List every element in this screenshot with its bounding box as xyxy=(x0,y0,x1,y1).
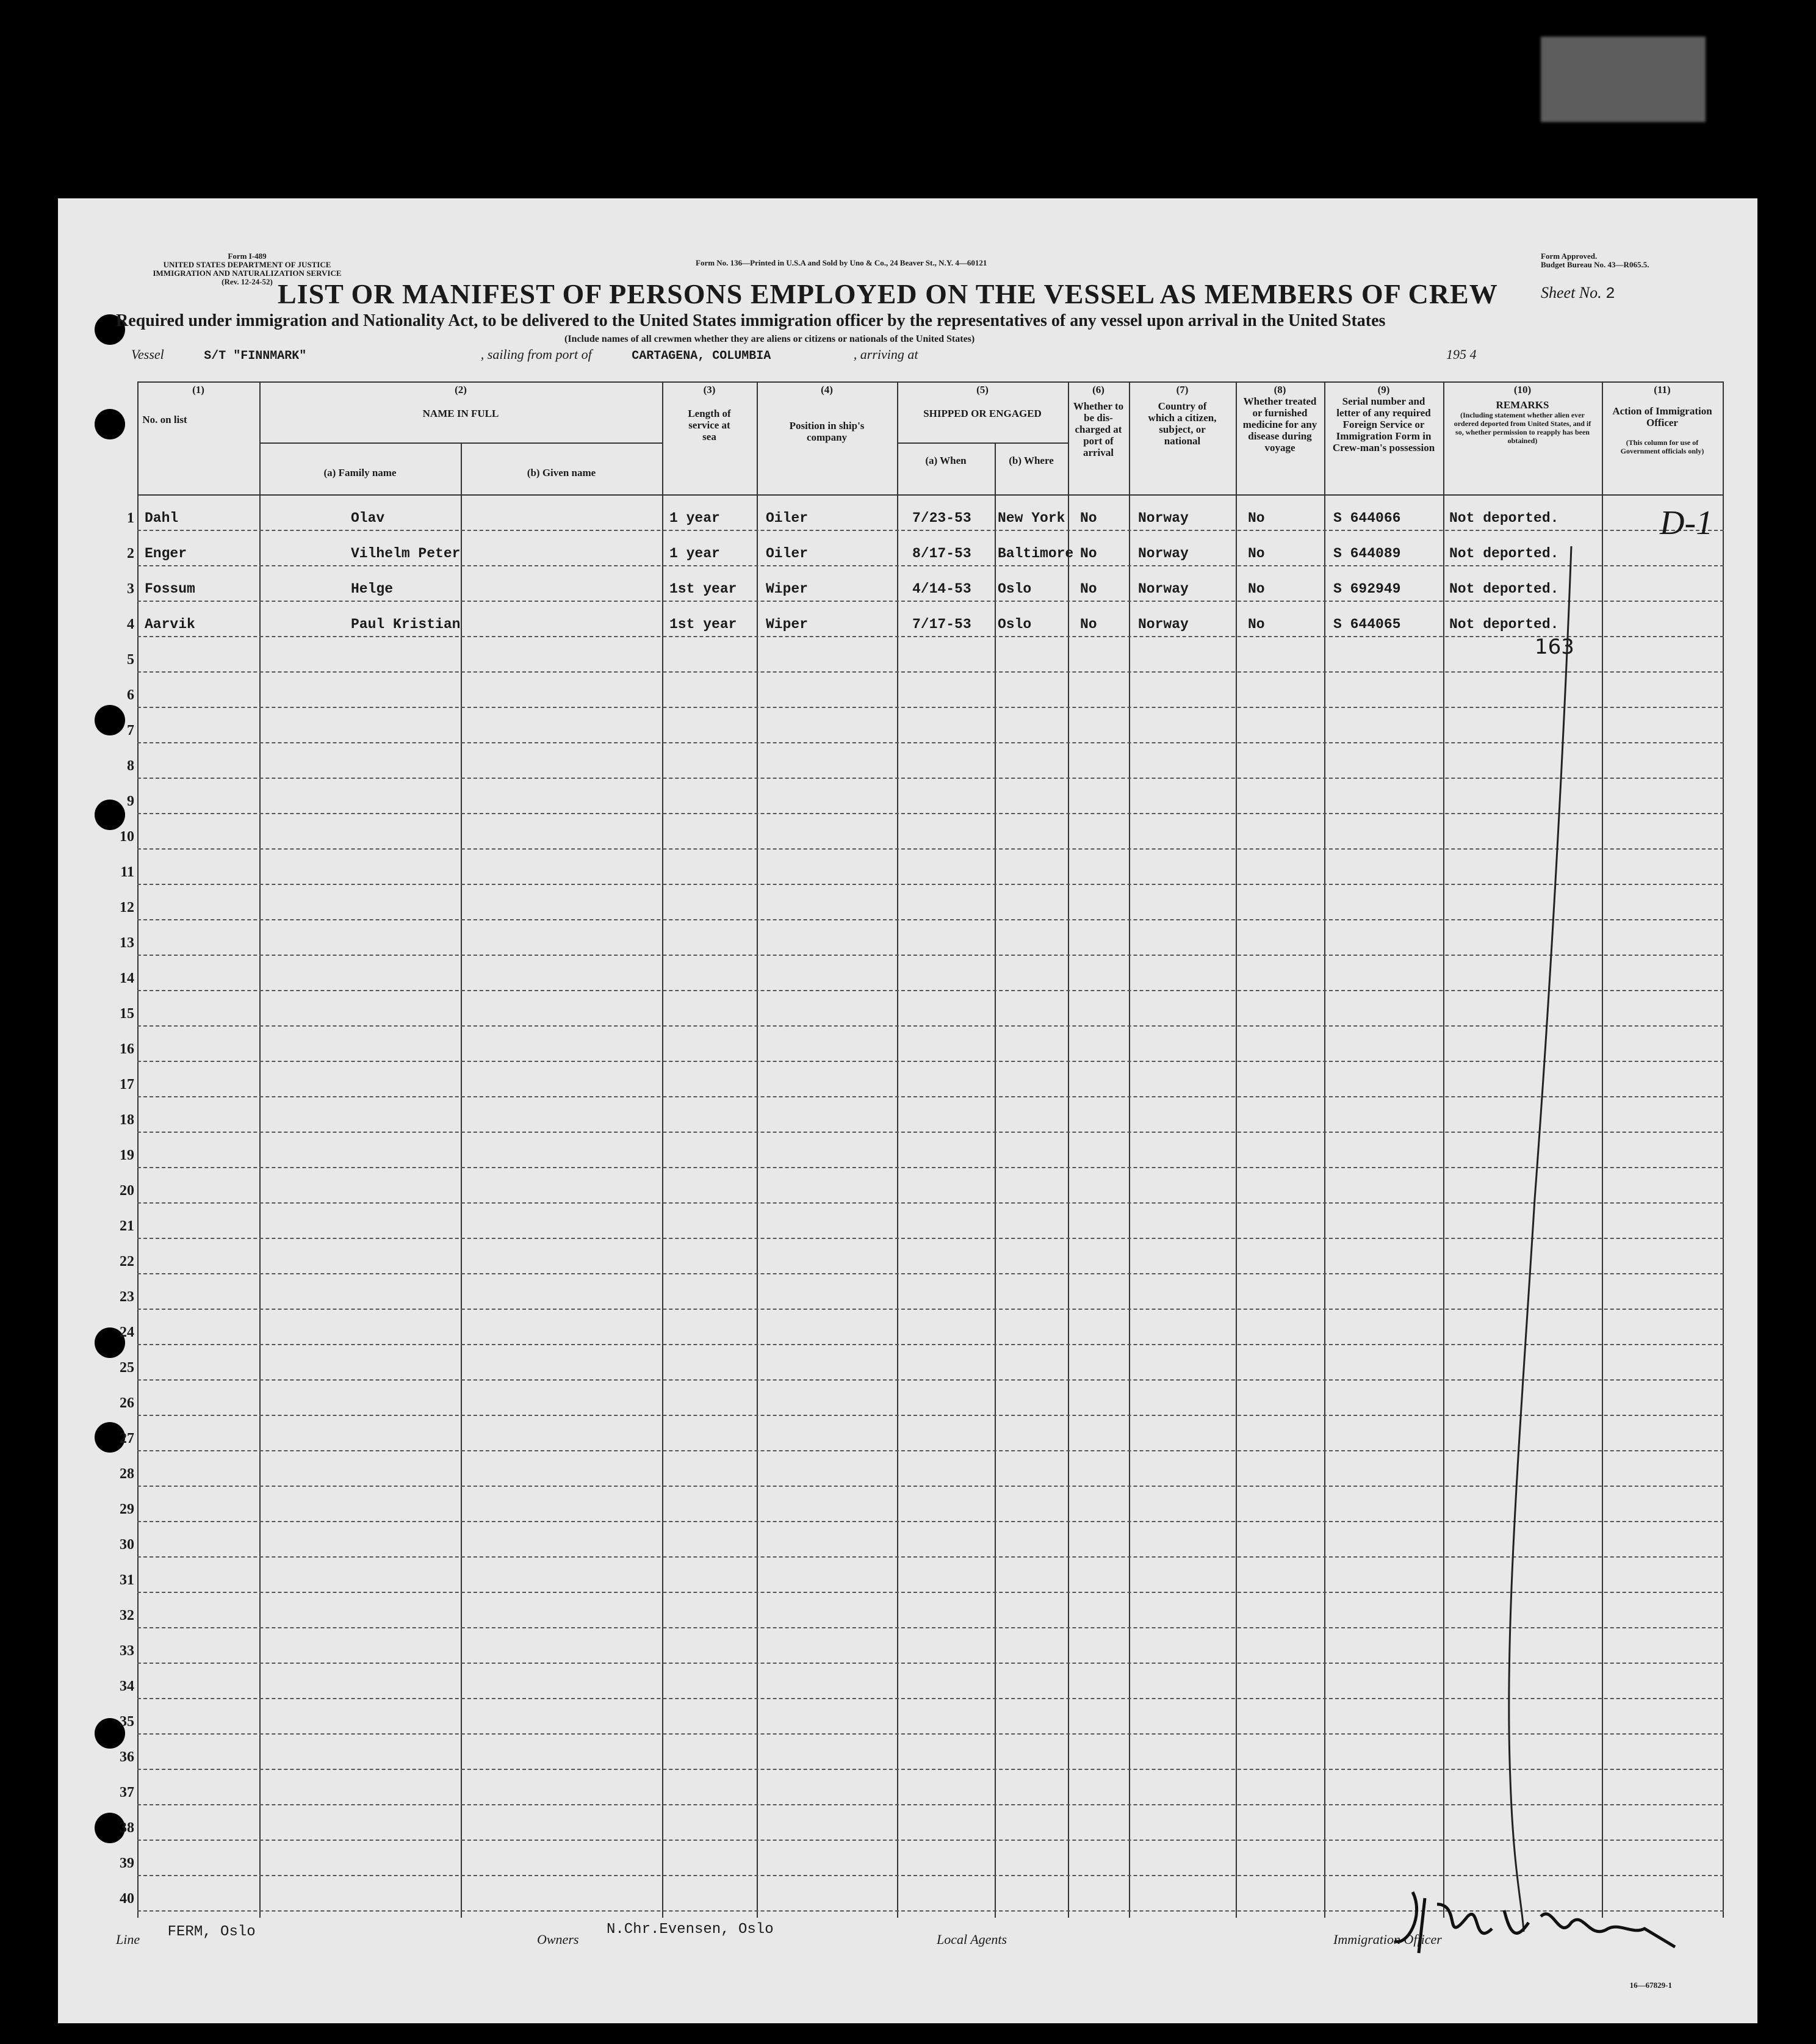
line-value: FERM, Oslo xyxy=(167,1924,256,1940)
arriving-label: , arriving at xyxy=(853,347,918,362)
col-action: (11) Action of Immigration Officer (This column for use of Government officials only) xyxy=(1612,384,1712,455)
vessel-label: Vessel xyxy=(131,347,164,362)
row-number: 19 xyxy=(120,1147,134,1163)
cell-treated: No xyxy=(1248,581,1265,597)
form-stamp: 16—67829-1 xyxy=(1629,1981,1672,1990)
row-number: 7 xyxy=(127,723,134,739)
footer-agents xyxy=(937,1932,1007,1948)
officer-mark: D-1 xyxy=(1660,504,1713,542)
row-number: 34 xyxy=(120,1678,134,1694)
cell-remarks: Not deported. xyxy=(1449,546,1559,562)
row-number: 17 xyxy=(120,1077,134,1092)
vessel-line xyxy=(131,347,1477,363)
row-number: 9 xyxy=(127,793,134,809)
sailing-label: , sailing from port of xyxy=(480,347,592,362)
row-number: 14 xyxy=(120,970,134,986)
cell-remarks: Not deported. xyxy=(1449,581,1559,597)
cell-discharged: No xyxy=(1080,510,1097,526)
immigration-officer-label: Immigration Officer xyxy=(1333,1932,1442,1947)
footer-owners xyxy=(537,1921,774,1949)
col-discharged: (6) Whether to be dis-charged at port of arrival xyxy=(1073,384,1124,458)
sheet-value: 2 xyxy=(1605,284,1615,303)
cell-service: 1 year xyxy=(669,546,720,562)
col-where: (b) Where xyxy=(1009,455,1054,466)
row-number: 11 xyxy=(120,864,134,880)
cell-family: Aarvik xyxy=(145,616,195,632)
revision: (Rev. 12-24-52) xyxy=(222,277,273,286)
officer-signature xyxy=(1388,1880,1681,1965)
form-header-right xyxy=(1541,252,1649,269)
row-number: 27 xyxy=(120,1431,134,1446)
count-note: 163 xyxy=(1535,635,1574,659)
cell-family: Fossum xyxy=(145,581,195,597)
row-number: 29 xyxy=(120,1501,134,1517)
cell-country: Norway xyxy=(1138,510,1189,526)
col-when: (a) When xyxy=(925,455,967,466)
cell-position: Oiler xyxy=(766,546,809,562)
cell-position: Oiler xyxy=(766,510,809,526)
row-number: 18 xyxy=(120,1112,134,1128)
col-treated: (8) Whether treated or furnished medicine for any disease during voyage xyxy=(1242,384,1317,453)
row-number: 10 xyxy=(120,829,134,845)
row-number: 37 xyxy=(120,1785,134,1800)
cell-given: Helge xyxy=(351,581,394,597)
cell-where: Baltimore xyxy=(998,546,1074,562)
row-number: 33 xyxy=(120,1643,134,1659)
col-remarks: (10) REMARKS (Including statement whether alien ever ordered deported from United States, and if so, whether permission to reapply has been obtained) xyxy=(1454,384,1591,445)
cell-treated: No xyxy=(1248,616,1265,632)
cell-where: Oslo xyxy=(998,581,1032,597)
row-number: 31 xyxy=(120,1572,134,1588)
row-number: 3 xyxy=(127,581,134,597)
col-given-name: (b) Given name xyxy=(527,467,596,478)
row-number: 21 xyxy=(120,1218,134,1234)
col-serial: (9) Serial number and letter of any required Foreign Service or Immigration Form in Crew-man's possession xyxy=(1332,384,1435,453)
department: UNITED STATES DEPARTMENT OF JUSTICE xyxy=(163,260,331,269)
row-number: 40 xyxy=(120,1891,134,1907)
cell-service: 1 year xyxy=(669,510,720,526)
cell-when: 7/23-53 xyxy=(912,510,971,526)
col-no: (1) No. on list xyxy=(142,384,204,425)
cell-when: 7/17-53 xyxy=(912,616,971,632)
cell-remarks: Not deported. xyxy=(1449,510,1559,526)
include-note: (Include names of all crewmen whether they are aliens or citizens or nationals of the United States) xyxy=(564,334,975,344)
row-number: 20 xyxy=(120,1183,134,1199)
cell-serial: S 644066 xyxy=(1333,510,1401,526)
cell-treated: No xyxy=(1248,546,1265,562)
row-number: 28 xyxy=(120,1466,134,1482)
cell-discharged: No xyxy=(1080,616,1097,632)
cell-where: Oslo xyxy=(998,616,1032,632)
cell-family: Dahl xyxy=(145,510,179,526)
col-position: (4) Position in ship's company xyxy=(789,384,865,443)
cell-given: Vilhelm Peter xyxy=(351,546,461,562)
row-number: 38 xyxy=(120,1820,134,1836)
row-number: 16 xyxy=(120,1041,134,1057)
cell-serial: S 644065 xyxy=(1333,616,1401,632)
cell-service: 1st year xyxy=(669,616,737,632)
row-number: 23 xyxy=(120,1289,134,1305)
punch-hole xyxy=(95,409,125,439)
row-number: 32 xyxy=(120,1608,134,1623)
port-of-sailing: CARTAGENA, COLUMBIA xyxy=(632,349,771,363)
crew-table xyxy=(120,381,1724,1918)
arrival-year: 195 4 xyxy=(1446,347,1477,362)
cell-given: Paul Kristian xyxy=(351,616,461,632)
budget-bureau: Budget Bureau No. 43—R065.5. xyxy=(1541,260,1649,269)
row-number: 22 xyxy=(120,1254,134,1269)
row-number: 12 xyxy=(120,900,134,915)
vessel-name: S/T "FINNMARK" xyxy=(204,349,307,363)
cell-where: New York xyxy=(998,510,1065,526)
row-number: 15 xyxy=(120,1006,134,1022)
row-number: 4 xyxy=(127,616,134,632)
col-country: (7) Country of which a citizen, subject, or national xyxy=(1148,384,1217,447)
line-label: Line xyxy=(116,1932,140,1947)
cell-discharged: No xyxy=(1080,581,1097,597)
col-shipped: (5) SHIPPED OR ENGAGED xyxy=(923,384,1042,419)
cell-given: Olav xyxy=(351,510,385,526)
required-statement: Required under immigration and Nationality Act, to be delivered to the United States immigration officer by the representatives of any vessel upon arrival in the United States xyxy=(116,311,1386,330)
col-family-name: (a) Family name xyxy=(323,467,397,478)
form-number: Form I-489 xyxy=(228,251,267,261)
cell-country: Norway xyxy=(1138,546,1189,562)
owners-value: N.Chr.Evensen, Oslo xyxy=(606,1921,774,1938)
cell-country: Norway xyxy=(1138,581,1189,597)
page-title: LIST OR MANIFEST OF PERSONS EMPLOYED ON THE VESSEL AS MEMBERS OF CREW xyxy=(278,278,1498,309)
form-approved: Form Approved. xyxy=(1541,251,1598,261)
row-number: 2 xyxy=(127,546,134,562)
cell-service: 1st year xyxy=(669,581,737,597)
cell-when: 8/17-53 xyxy=(912,546,971,562)
sheet-number xyxy=(1541,284,1615,303)
cell-discharged: No xyxy=(1080,546,1097,562)
cell-family: Enger xyxy=(145,546,187,562)
cell-treated: No xyxy=(1248,510,1265,526)
local-agents-label: Local Agents xyxy=(937,1932,1007,1947)
row-number: 1 xyxy=(127,510,134,526)
cell-country: Norway xyxy=(1138,616,1189,632)
row-number: 39 xyxy=(120,1855,134,1871)
col-service: (3) Length of service at sea xyxy=(688,384,731,442)
row-number: 25 xyxy=(120,1360,134,1376)
printer-line: Form No. 136—Printed in U.S.A and Sold by Uno & Co., 24 Beaver St., N.Y. 4—60121 xyxy=(696,258,987,267)
row-number: 24 xyxy=(120,1324,134,1340)
row-number: 13 xyxy=(120,935,134,951)
footer-line xyxy=(116,1924,256,1949)
owners-label: Owners xyxy=(537,1932,579,1947)
cell-serial: S 692949 xyxy=(1333,581,1401,597)
cell-remarks: Not deported. xyxy=(1449,616,1559,632)
cell-serial: S 644089 xyxy=(1333,546,1401,562)
row-number: 36 xyxy=(120,1749,134,1765)
pencil-line xyxy=(1486,528,1584,1944)
cell-position: Wiper xyxy=(766,581,809,597)
row-number: 26 xyxy=(120,1395,134,1411)
row-number: 30 xyxy=(120,1537,134,1553)
service: IMMIGRATION AND NATURALIZATION SERVICE xyxy=(153,269,342,278)
cell-position: Wiper xyxy=(766,616,809,632)
manifest-sheet xyxy=(58,198,1757,2023)
cell-when: 4/14-53 xyxy=(912,581,971,597)
sheet-label: Sheet No. xyxy=(1541,284,1602,302)
col-name: (2) NAME IN FULL xyxy=(422,384,499,419)
row-number: 6 xyxy=(127,687,134,703)
row-number: 5 xyxy=(127,652,134,668)
tape-mark xyxy=(1541,37,1706,122)
row-number: 35 xyxy=(120,1714,134,1730)
row-number: 8 xyxy=(127,758,134,774)
